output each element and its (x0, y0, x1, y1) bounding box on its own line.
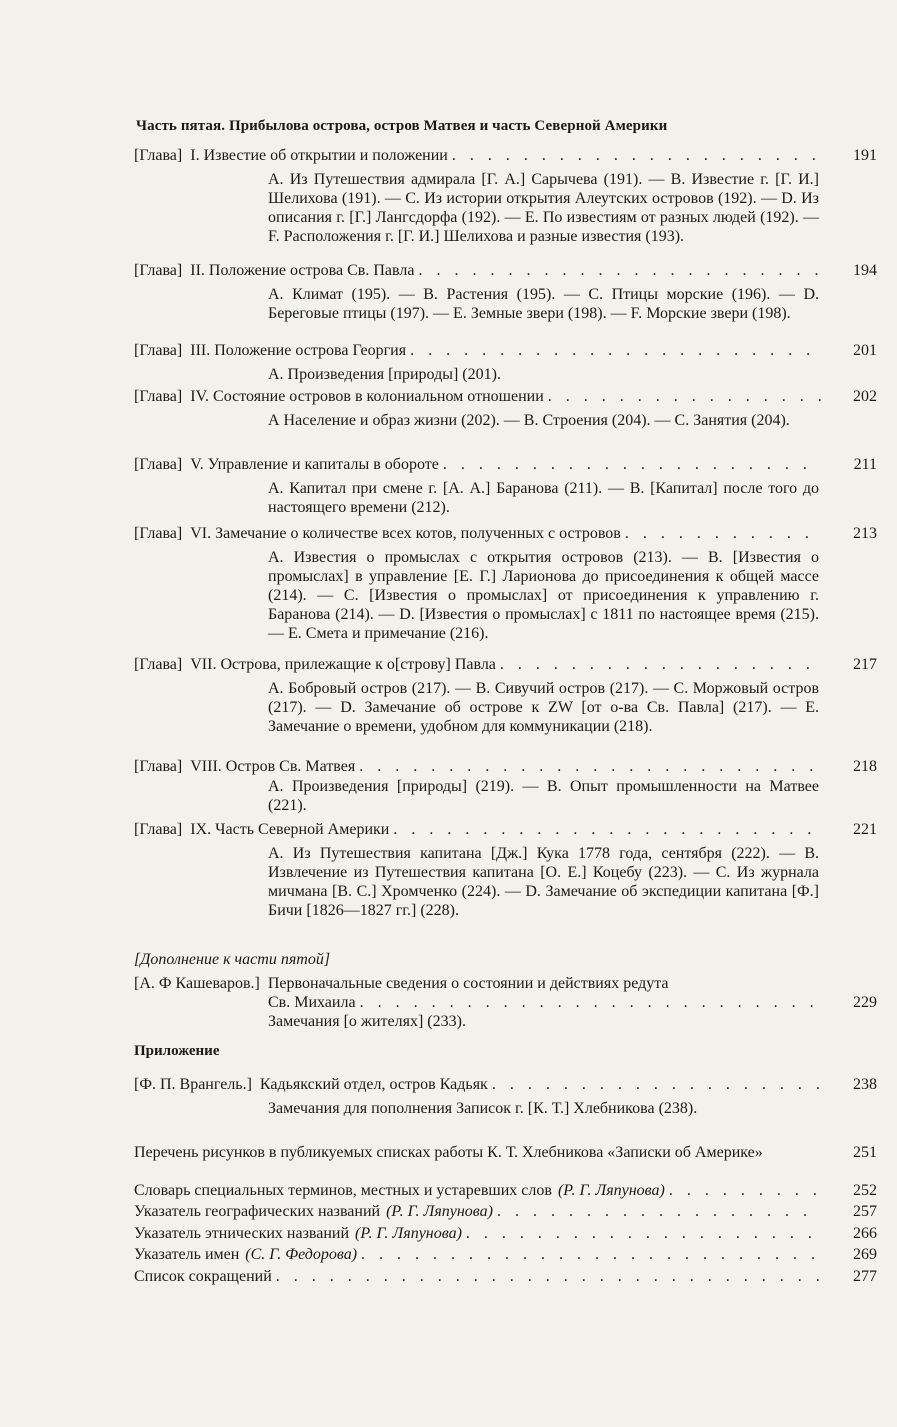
back-matter-entry (134, 1143, 877, 1162)
page-number: 269 (853, 1246, 877, 1263)
chapter-label: [Глава] (134, 821, 183, 838)
chapter-entry (134, 655, 877, 736)
chapter-entry (134, 261, 877, 323)
chapter-label: [Глава] (134, 147, 183, 164)
back-matter-entry (134, 1181, 877, 1200)
chapter-title: II. Положение острова Св. Павла (190, 262, 415, 279)
chapter-title: V. Управление и капиталы в обороте (190, 456, 439, 473)
back-matter-editor: (Р. Г. Ляпунова) (355, 1225, 462, 1242)
chapter-entry (134, 146, 877, 246)
chapter-subsections: А. Произведения [природы] (201). (268, 366, 501, 383)
back-matter-editor: (Р. Г. Ляпунова) (386, 1203, 493, 1220)
page-number: 194 (853, 262, 877, 279)
chapter-label: [Глава] (134, 262, 183, 279)
page-number: 277 (853, 1268, 877, 1285)
chapter-label: [Глава] (134, 456, 183, 473)
appendix-heading: Приложение (134, 1043, 220, 1059)
back-matter-text: Указатель имен (134, 1246, 240, 1263)
back-matter-text: Список сокращений (134, 1268, 272, 1285)
chapter-subsections: А. Из Путешествия капитана [Дж.] Кука 1778 года, сентября (222). — В. Извлечение из Путешествия капитана [О. Е.] Коцебу (223). — С. Из журнала мичмана [В. С.] Хромченко (224). — D. Замечание об экспедиции капитана [Ф.] Бичи [1826—1827 гг.] (228). (268, 845, 819, 919)
chapter-title: VIII. Остров Св. Матвея (190, 758, 356, 775)
chapter-title: III. Положение острова Георгия (190, 342, 407, 359)
page-number: 218 (853, 758, 877, 775)
back-matter-entry (134, 1202, 877, 1221)
page-number: 213 (853, 525, 877, 542)
page-number: 266 (853, 1225, 877, 1242)
chapter-label: [Глава] (134, 758, 183, 775)
page-number: 252 (853, 1182, 877, 1199)
back-matter-editor: (Р. Г. Ляпунова) (557, 1182, 665, 1199)
chapter-subsections: А. Климат (195). — В. Растения (195). — С. Птицы морские (196). — D. Береговые птицы (197). — Е. Земные звери (198). — F. Морские звери (198). (268, 286, 819, 322)
chapter-title: I. Известие об открытии и положении (190, 147, 448, 164)
chapter-subsections: А. Бобровый остров (217). — В. Сивучий остров (217). — С. Моржовый остров (217). — D. Замечание об острове к ZW [от о-ва Св. Павла] (217). — Е. Замечание о времени, удобном для коммуникации (218). (268, 680, 819, 735)
chapter-label: [Глава] (134, 525, 183, 542)
chapter-title: VI. Замечание о количестве всех котов, полученных с островов (190, 525, 621, 542)
page-number: 191 (853, 147, 877, 164)
chapter-entry (134, 341, 877, 384)
chapter-label: [Глава] (134, 656, 183, 673)
chapter-entry (134, 757, 877, 815)
chapter-subsections: А. Из Путешествия адмирала [Г. А.] Сарычева (191). — В. Известие г. [Г. И.] Шелихова (191). — С. Из истории открытия Алеутских островов (192). — D. Из описания г. [Г.] Лангсдорфа (192). — Е. По известиям от разных людей (192). — F. Расположения г. [Г. И.] Шелихова и разные известия (193). (268, 171, 819, 245)
chapter-entry (134, 524, 877, 643)
supplement-note: Замечания [о жителях] (233). (268, 1013, 466, 1030)
chapter-subsections: А. Известия о промыслах с открытия островов (213). — В. [Известия о промыслах] в управление [Е. Г.] Ларионова до присоединения к общей массе (214). — С. [Известия о промыслах] от присоединения к управлению г. Баранова (214). — D. [Известия о промыслах] с 1811 по настоящее время (215). — Е. Смета и примечание (216). (268, 549, 819, 642)
supplement-entry (134, 974, 877, 1031)
supplement-title-line2: Св. Михаила (268, 994, 356, 1011)
appendix-author: [Ф. П. Врангель.] (134, 1076, 252, 1093)
supplement-author: [А. Ф Кашеваров.] (134, 975, 260, 992)
chapter-subsections: А. Капитал при смене г. [А. А.] Баранова (211). — В. [Капитал] после того до настоящего времени (212). (268, 480, 819, 516)
back-matter-text: Перечень рисунков в публикуемых списках работы К. Т. Хлебникова «Записки об Америке» (134, 1144, 763, 1161)
supplement-heading: [Дополнение к части пятой] (134, 951, 331, 968)
chapter-title: IX. Часть Северной Америки (190, 821, 390, 838)
appendix-note: Замечания для пополнения Записок г. [К. Т.] Хлебникова (238). (268, 1100, 698, 1117)
chapter-entry (134, 820, 877, 920)
back-matter-text: Указатель этнических названий (134, 1225, 350, 1242)
back-matter-editor: (С. Г. Федорова) (245, 1246, 358, 1263)
chapter-entry (134, 455, 877, 517)
chapter-title: IV. Состояние островов в колониальном отношении (190, 388, 544, 405)
chapter-title: VII. Острова, прилежащие к о[строву] Павла (190, 656, 496, 673)
page-number: 202 (853, 388, 877, 405)
appendix-entry (134, 1075, 877, 1118)
chapter-entry (134, 387, 877, 430)
page-number: 251 (853, 1144, 877, 1161)
chapter-label: [Глава] (134, 388, 183, 405)
chapter-subsections: А. Произведения [природы] (219). — В. Опыт промышленности на Матвее (221). (268, 778, 819, 814)
back-matter-entry (134, 1245, 877, 1264)
back-matter-text: Указатель географических названий (134, 1203, 381, 1220)
back-matter-text: Словарь специальных терминов, местных и устаревших слов (134, 1182, 552, 1199)
page-number: 238 (853, 1076, 877, 1093)
back-matter-entry (134, 1267, 877, 1286)
page-number: 221 (853, 821, 877, 838)
page-number: 211 (853, 456, 877, 473)
part-title: Часть пятая. Прибылова острова, остров Матвея и часть Северной Америки (136, 118, 668, 134)
appendix-title: Кадьякский отдел, остров Кадьяк (259, 1076, 488, 1093)
chapter-subsections: А Население и образ жизни (202). — В. Строения (204). — С. Занятия (204). (268, 412, 790, 429)
back-matter-entry (134, 1224, 877, 1243)
supplement-title-line1: Первоначальные сведения о состоянии и действиях редута (267, 975, 669, 992)
page-number: 201 (853, 342, 877, 359)
chapter-label: [Глава] (134, 342, 183, 359)
page-number: 257 (853, 1203, 877, 1220)
page-number: 229 (853, 994, 877, 1011)
page-number: 217 (853, 656, 877, 673)
